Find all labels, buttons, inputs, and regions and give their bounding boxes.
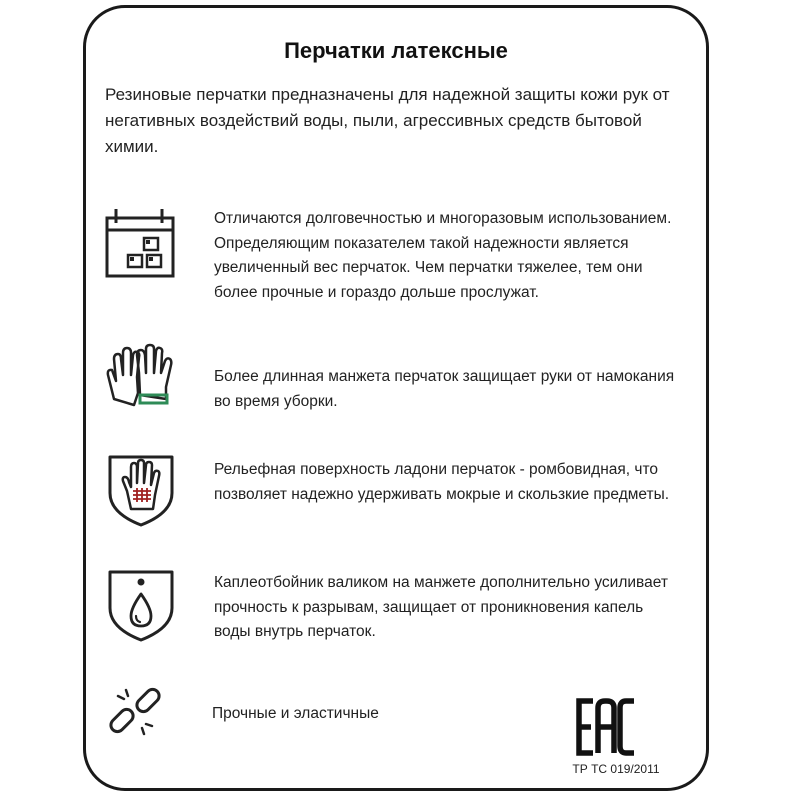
calendar-icon: [104, 206, 178, 280]
feature-durability-text: Отличаются долговечностью и многоразовым использованием. Определяющим показателем такой надежности является увеличенный вес перчаток. Чем перчатки тяжелее, тем они более прочные и гораздо дольше прослужат.: [214, 210, 672, 301]
feature-long-cuff-text: Более длинная манжета перчаток защищает руки от намокания во время уборки.: [214, 368, 675, 410]
gloves-icon: [104, 343, 178, 417]
intro-paragraph: Резиновые перчатки предназначены для надежной защиты кожи рук от негативных воздействий воды, пыли, агрессивных средств бытовой химии.: [105, 85, 670, 156]
feature-drip-guard-text: Каплеотбойник валиком на манжете дополнительно усиливает прочность к разрывам, защищает от проникновения капель воды внутрь перчаток.: [214, 574, 668, 640]
shield-glove-icon: [104, 453, 178, 527]
shield-drop-icon: [104, 568, 178, 642]
eac-certification-mark: [576, 698, 638, 756]
broken-chain-icon: [104, 680, 166, 742]
feature-grip-surface-text: Рельефная поверхность ладони перчаток - ромбовидная, что позволяет надежно удерживать мокрые и скользкие предметы.: [214, 461, 670, 503]
certification-standard: ТР ТС 019/2011: [572, 762, 660, 776]
feature-strong-elastic-text: Прочные и эластичные: [212, 705, 379, 722]
page-title: Перчатки латексные: [284, 38, 508, 63]
product-info-card: [83, 5, 709, 791]
